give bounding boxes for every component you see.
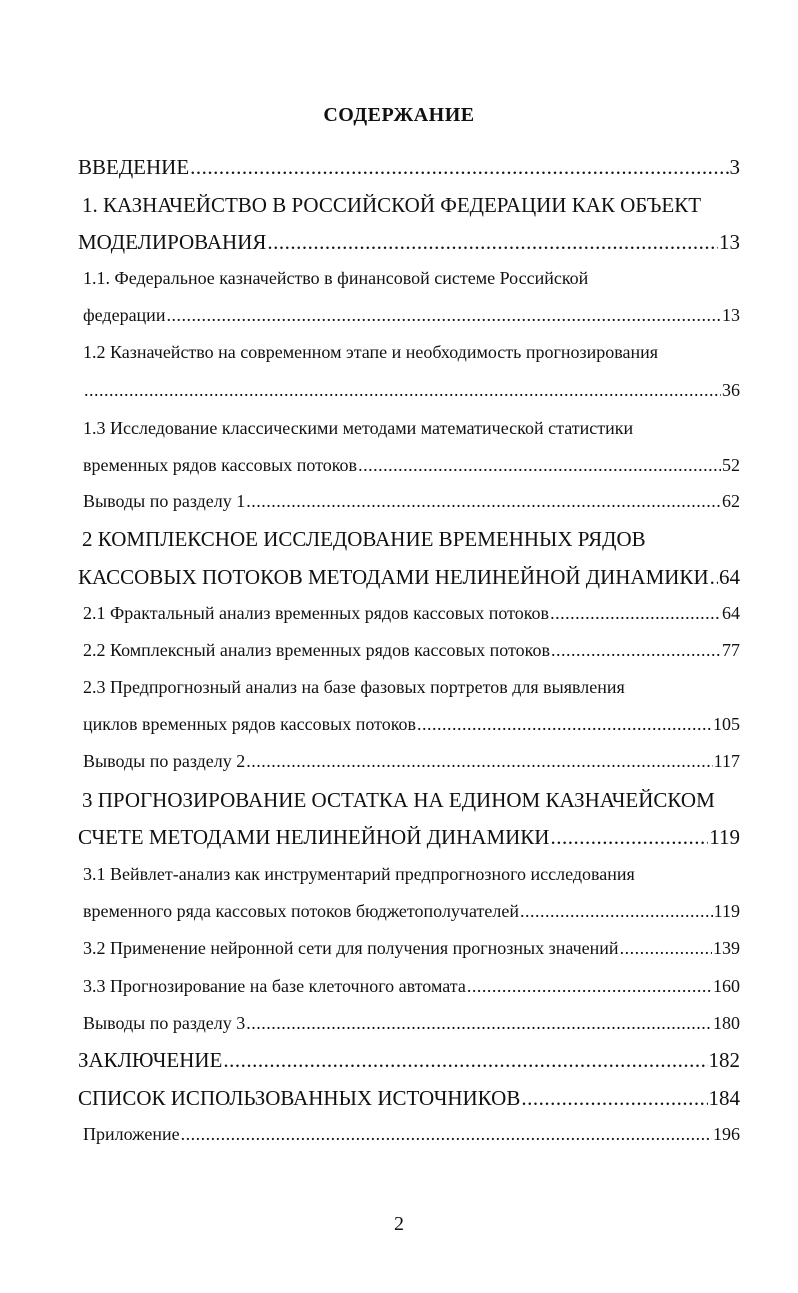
toc-entry-s1-2	[83, 380, 740, 401]
toc-entry-ch1-line1: 1. КАЗНАЧЕЙСТВО В РОССИЙСКОЙ ФЕДЕРАЦИИ КАК ОБЪЕКТ	[82, 193, 702, 217]
toc-entry-label: Выводы по разделу 1	[83, 491, 246, 511]
toc-leader-dots	[181, 1124, 712, 1145]
toc-entry-conclusions-3	[83, 1013, 740, 1034]
toc-entry-s3-1-line1: 3.1 Вейвлет-анализ как инструментарий предпрогнозного исследования	[83, 864, 635, 884]
toc-leader-dots	[246, 751, 712, 772]
toc-page-number: 64	[722, 603, 740, 623]
toc-entry-label: федерации	[83, 305, 166, 325]
toc-leader-dots	[190, 155, 728, 180]
toc-page-number: 180	[713, 1013, 740, 1033]
toc-entry-s1-3	[83, 455, 740, 476]
toc-page-number: 184	[708, 1086, 740, 1110]
toc-page-number: 52	[722, 455, 740, 475]
toc-entry-ch2-line1: 2 КОМПЛЕКСНОЕ ИССЛЕДОВАНИЕ ВРЕМЕННЫХ РЯДОВ	[82, 527, 646, 551]
toc-entry-label: Выводы по разделу 2	[83, 751, 246, 771]
toc-entry-label: 3.2 Применение нейронной сети для получения прогнозных значений	[83, 938, 619, 958]
toc-page-number: 64	[719, 565, 740, 589]
toc-leader-dots	[551, 640, 721, 661]
toc-entry-conclusion	[78, 1048, 740, 1073]
toc-page-number: 196	[713, 1124, 740, 1144]
toc-leader-dots	[223, 1048, 707, 1073]
toc-leader-dots	[246, 1013, 712, 1034]
toc-page-number: 3	[729, 155, 740, 179]
toc-leader-dots	[521, 1086, 707, 1111]
toc-entry-label: временных рядов кассовых потоков	[83, 455, 358, 475]
toc-entry-s1-1-line1: 1.1. Федеральное казначейство в финансовой системе Российской	[83, 268, 589, 288]
toc-page-number: 119	[709, 825, 740, 849]
toc-leader-dots	[620, 938, 712, 959]
page-number: 2	[394, 1213, 404, 1235]
toc-entry-sources	[78, 1086, 740, 1111]
toc-entry-s3-3	[83, 976, 740, 997]
toc-leader-dots	[246, 491, 721, 512]
toc-page-number: 36	[722, 380, 740, 400]
toc-entry-s1-2-line1: 1.2 Казначейство на современном этапе и необходимость прогнозирования	[83, 342, 659, 362]
toc-entry-s2-3-line1: 2.3 Предпрогнозный анализ на базе фазовых портретов для выявления	[83, 677, 625, 697]
toc-entry-label: Выводы по разделу 3	[83, 1013, 246, 1033]
toc-leader-dots	[166, 305, 721, 326]
toc-page-number: 139	[713, 938, 740, 958]
toc-entry-intro	[78, 155, 740, 180]
toc-page-number: 119	[713, 901, 740, 921]
toc-leader-dots	[267, 230, 718, 255]
toc-page-number: 77	[722, 640, 740, 660]
toc-entry-label: 2.2 Комплексный анализ временных рядов кассовых потоков	[83, 640, 550, 660]
toc-leader-dots	[550, 603, 721, 624]
toc-entry-s1-1	[83, 305, 740, 326]
toc-entry-appendix	[83, 1124, 740, 1145]
toc-entry-s3-2	[83, 938, 740, 959]
toc-entry-label: 3.3 Прогнозирование на базе клеточного автомата	[83, 976, 466, 996]
toc-entry-label: КАССОВЫХ ПОТОКОВ МЕТОДАМИ НЕЛИНЕЙНОЙ ДИНАМИКИ	[78, 565, 709, 589]
toc-entry-s2-2	[83, 640, 740, 661]
toc-leader-dots	[467, 976, 712, 997]
toc-leader-dots	[550, 825, 708, 850]
toc-leader-dots	[358, 455, 721, 476]
toc-leader-dots	[417, 714, 712, 735]
toc-leader-dots	[520, 901, 713, 922]
toc-entry-ch1	[78, 230, 740, 255]
toc-leader-dots	[84, 380, 721, 401]
toc-page-number: 160	[713, 976, 740, 996]
toc-entry-label: циклов временных рядов кассовых потоков	[83, 714, 417, 734]
toc-entry-conclusions-1	[83, 491, 740, 512]
toc-page-number: 182	[708, 1048, 740, 1072]
toc-entry-s2-3	[83, 714, 740, 735]
toc-entry-conclusions-2	[83, 751, 740, 772]
toc-entry-label: ВВЕДЕНИЕ	[78, 155, 190, 179]
toc-entry-label: Приложение	[83, 1124, 180, 1144]
toc-page-number: 117	[713, 751, 740, 771]
page-title: СОДЕРЖАНИЕ	[323, 104, 475, 126]
toc-entry-label: СПИСОК ИСПОЛЬЗОВАННЫХ ИСТОЧНИКОВ	[78, 1086, 521, 1110]
toc-entry-s1-3-line1: 1.3 Исследование классическими методами математической статистики	[83, 418, 634, 438]
toc-page-number: 13	[719, 230, 740, 254]
toc-entry-s3-1	[83, 901, 740, 922]
toc-entry-ch3	[78, 825, 740, 850]
toc-entry-label: временного ряда кассовых потоков бюджетополучателей	[83, 901, 519, 921]
toc-entry-label: СЧЕТЕ МЕТОДАМИ НЕЛИНЕЙНОЙ ДИНАМИКИ	[78, 825, 550, 849]
toc-page-number: 105	[713, 714, 740, 734]
toc-page-number: 62	[722, 491, 740, 511]
toc-entry-ch3-line1: 3 ПРОГНОЗИРОВАНИЕ ОСТАТКА НА ЕДИНОМ КАЗНАЧЕЙСКОМ	[82, 788, 715, 812]
toc-leader-dots	[710, 565, 718, 590]
toc-entry-label: 2.1 Фрактальный анализ временных рядов кассовых потоков	[83, 603, 550, 623]
toc-entry-ch2	[78, 565, 740, 590]
toc-entry-label: МОДЕЛИРОВАНИЯ	[78, 230, 267, 254]
toc-entry-s2-1	[83, 603, 740, 624]
toc-page-number: 13	[722, 305, 740, 325]
toc-entry-label: ЗАКЛЮЧЕНИЕ	[78, 1048, 223, 1072]
